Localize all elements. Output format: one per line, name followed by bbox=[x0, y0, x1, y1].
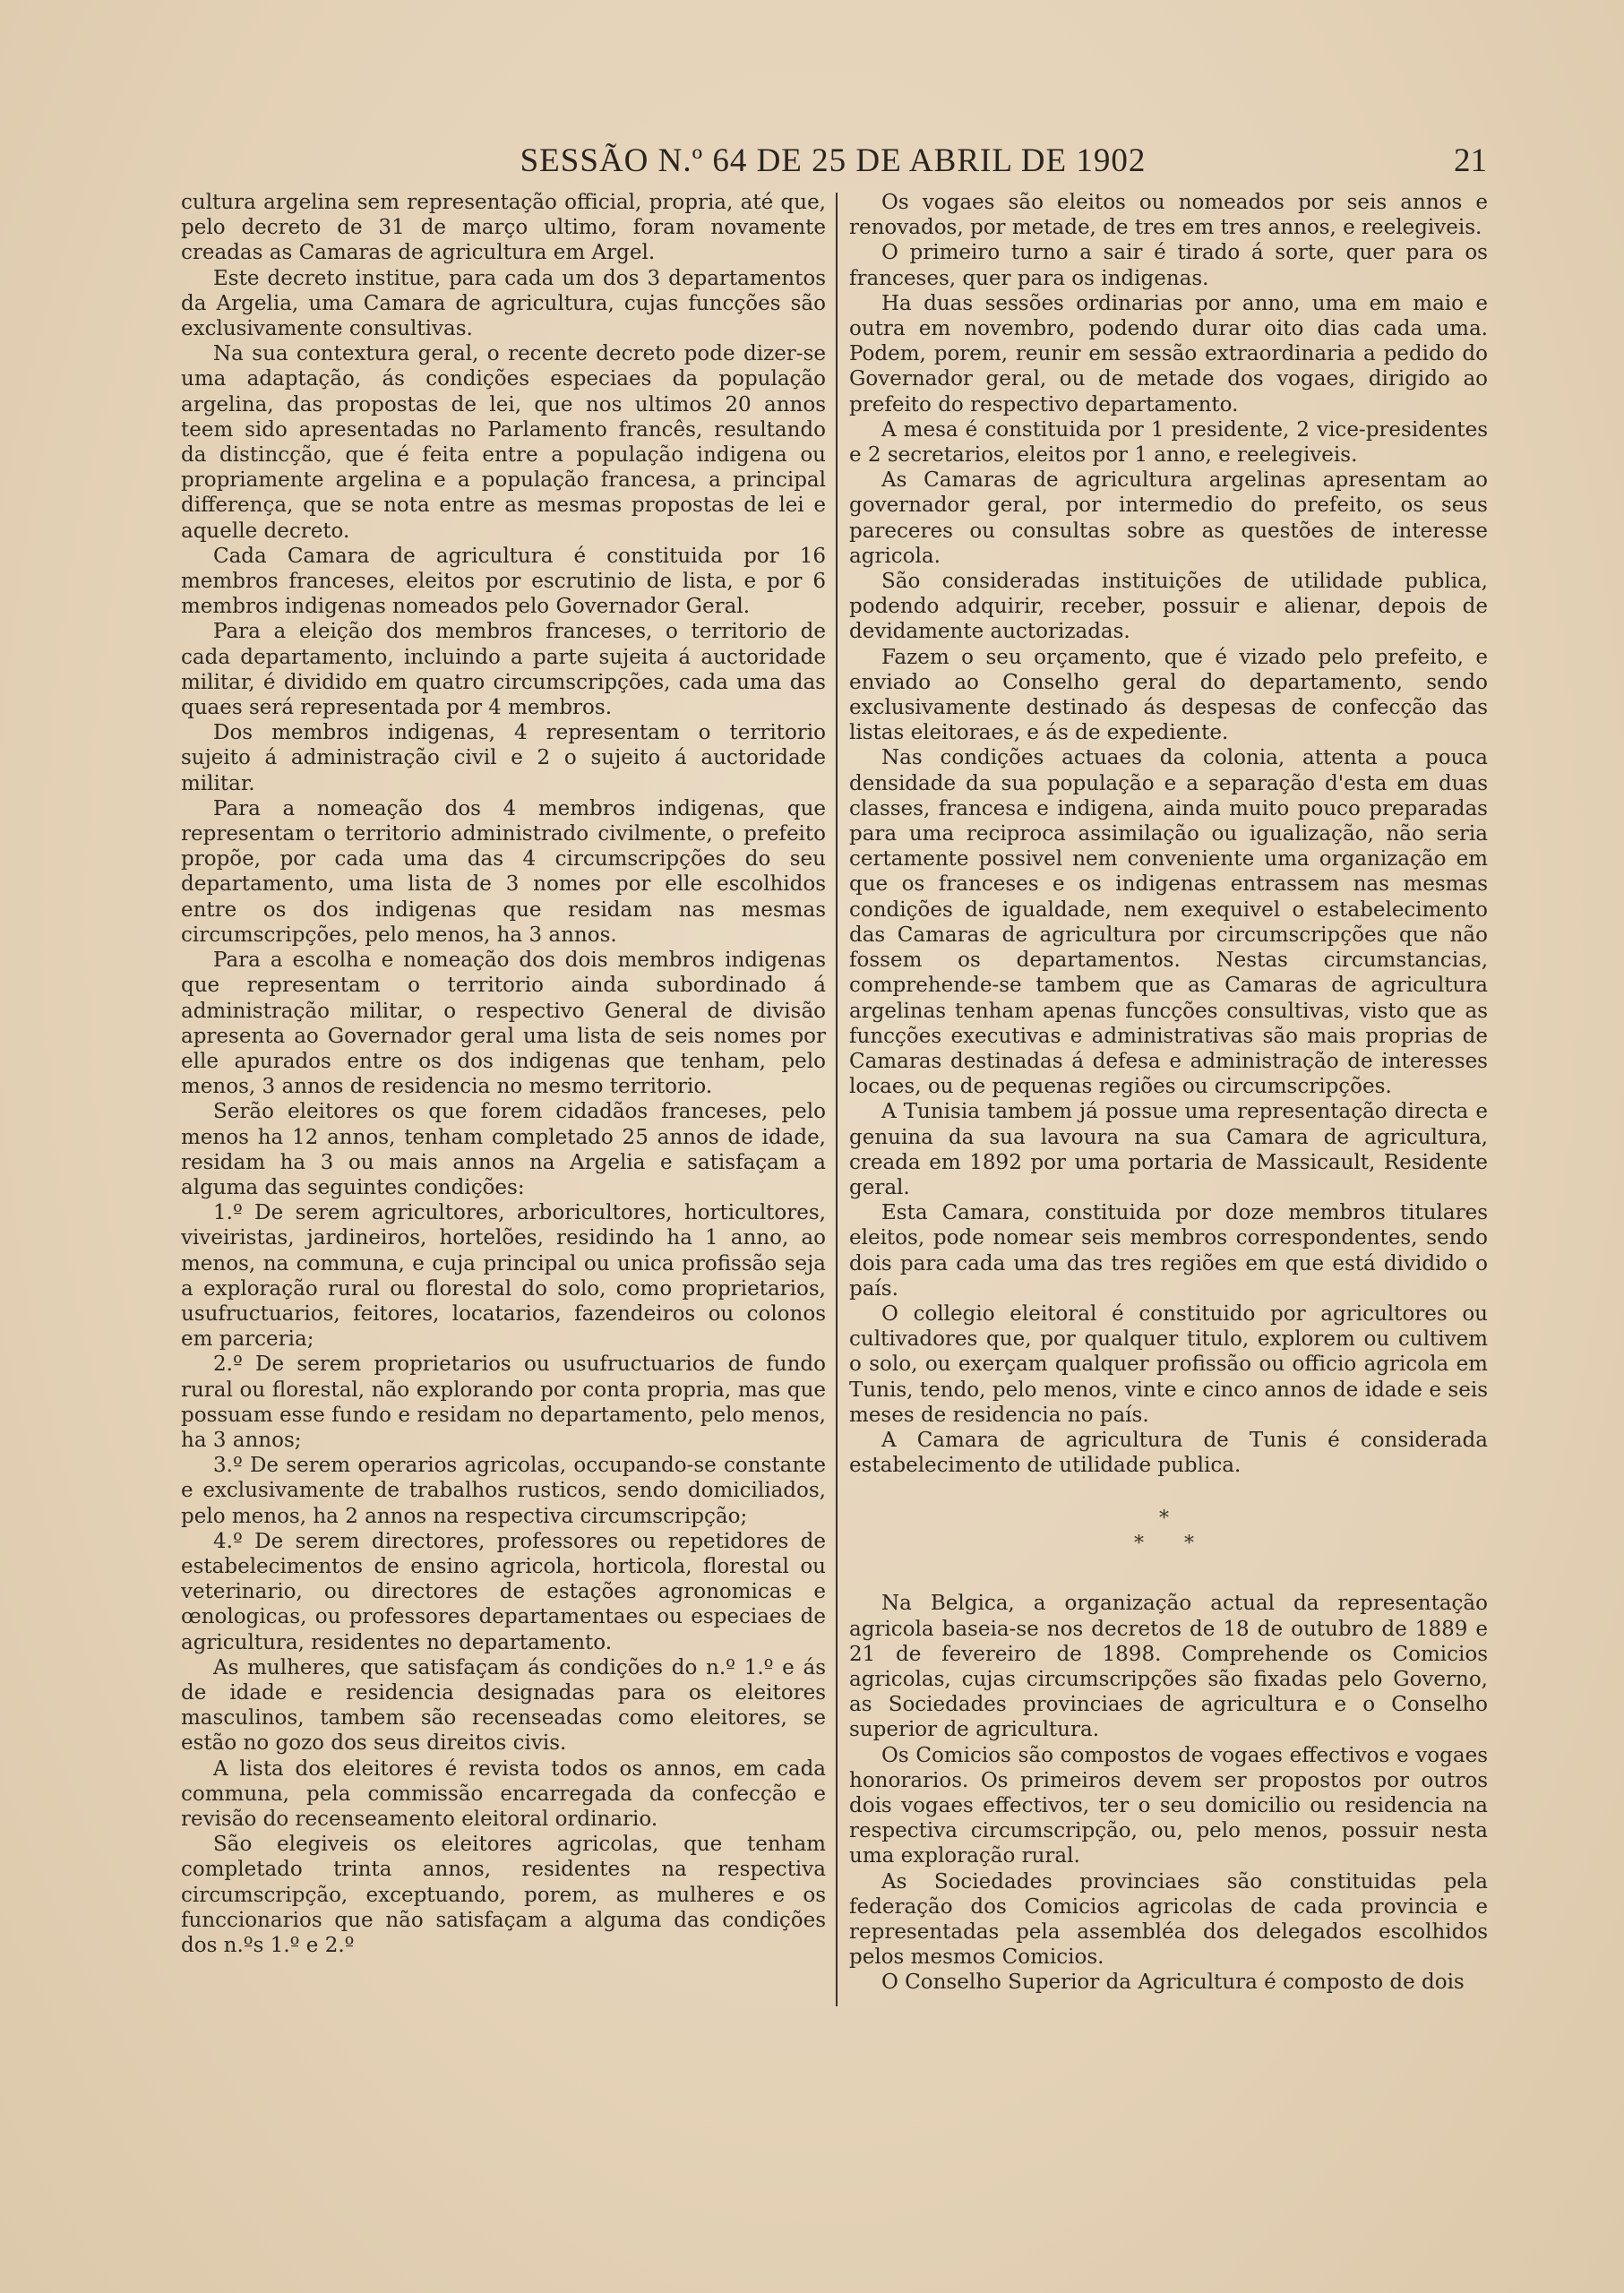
paragraph: Esta Camara, constituida por doze membros titulares eleitos, pode nomear seis membros correspondentes, sendo dois para cada uma das tres regiões em que está dividido o país. bbox=[849, 1201, 1488, 1301]
right-column bbox=[849, 190, 1488, 1996]
paragraph: Os vogaes são eleitos ou nomeados por seis annos e renovados, por metade, de tres em tres annos, e reelegiveis. bbox=[849, 191, 1488, 240]
paragraph: Cada Camara de agricultura é constituida por 16 membros franceses, eleitos por escrutinio de lista, e por 6 membros indigenas nomeados pelo Governador Geral. bbox=[181, 544, 826, 619]
paragraph: Para a escolha e nomeação dos dois membros indigenas que representam o territorio ainda subordinado á administração militar, o respectivo General de divisão apresenta ao Governador geral uma lista de seis nomes por elle apurados entre os dos indigenas que tenham, pelo menos, 3 annos de residencia no mesmo territorio. bbox=[181, 949, 826, 1099]
page-header bbox=[179, 142, 1487, 186]
session-title: SESSÃO N.º 64 DE 25 DE ABRIL DE 1902 bbox=[520, 142, 1147, 179]
asterisk: * bbox=[1159, 1507, 1169, 1531]
page-number: 21 bbox=[1454, 142, 1487, 179]
paragraph: Ha duas sessões ordinarias por anno, uma em maio e outra em novembro, podendo durar oito dias cada uma. Podem, porem, reunir em sessão extraordinaria a pedido do Governador geral, ou de metade dos vogaes, dirigido ao prefeito do respectivo departamento. bbox=[849, 291, 1488, 417]
paragraph: Dos membros indigenas, 4 representam o territorio sujeito á administração civil e 2 o sujeito á auctoridade militar. bbox=[181, 721, 826, 795]
paragraph: cultura argelina sem representação official, propria, até que, pelo decreto de 31 de março ultimo, foram novamente creadas as Camaras de agricultura em Argel. bbox=[181, 191, 826, 265]
paragraph: A Tunisia tambem já possue uma representação directa e genuina da sua lavoura na sua Camara de agricultura, creada em 1892 por uma portaria de Massicault, Residente geral. bbox=[849, 1100, 1488, 1199]
list-item: 3.º De serem operarios agricolas, occupando-se constante e exclusivamente de trabalhos rusticos, sendo domiciliados, pelo menos, ha 2 annos na respectiva circumscripção; bbox=[181, 1454, 826, 1528]
section-asterism bbox=[849, 1478, 1488, 1578]
asterisk: * bbox=[1134, 1533, 1144, 1556]
column-divider bbox=[836, 193, 838, 2006]
paragraph: Na sua contextura geral, o recente decreto pode dizer-se uma adaptação, ás condições especiaes da população argelina, das propostas de lei, que nos ultimos 20 annos teem sido apresentadas no Parlamento francês, resultando da distincção, que é feita entre a população indigena ou propriamente argelina e a população francesa, a principal differença, que se nota entre as mesmas propostas de lei e aquelle decreto. bbox=[181, 342, 826, 543]
paragraph: A Camara de agricultura de Tunis é considerada estabelecimento de utilidade publica. bbox=[849, 1428, 1488, 1478]
paragraph: São elegiveis os eleitores agricolas, que tenham completado trinta annos, residentes na respectiva circumscripção, exceptuando, porem, as mulheres e os funccionarios que não satisfaçam a alguma das condições dos n.ºs 1.º e 2.º bbox=[181, 1833, 826, 1958]
paragraph: O collegio eleitoral é constituido por agricultores ou cultivadores que, por qualquer titulo, explorem ou cultivem o solo, ou exerçam qualquer profissão ou officio agricola em Tunis, tendo, pelo menos, vinte e cinco annos de idade e seis meses de residencia no país. bbox=[849, 1301, 1488, 1427]
paragraph: O primeiro turno a sair é tirado á sorte, quer para os franceses, quer para os indigenas. bbox=[849, 241, 1488, 290]
paragraph: Nas condições actuaes da colonia, attenta a pouca densidade da sua população e a separação d'esta em duas classes, francesa e indigena, ainda muito pouco preparadas para uma reciproca assimilação ou igualização, não seria certamente possivel nem conveniente uma organização em que os franceses e os indigenas entrassem nas mesmas condições de igualdade, nem exequivel o estabelecimento das Camaras de agricultura por circumscripções que não fossem os departamentos. Nestas circumstancias, comprehende-se tambem que as Camaras de agricultura argelinas tenham apenas funcções consultivas, visto que as funcções executivas e administrativas são mais proprias de Camaras destinadas á defesa e administração de interesses locaes, ou de pequenas regiões ou circumscripções. bbox=[849, 746, 1488, 1099]
asterisk: * bbox=[1184, 1533, 1194, 1556]
paragraph: O Conselho Superior da Agricultura é composto de dois bbox=[881, 1971, 1465, 1995]
paragraph: As mulheres, que satisfaçam ás condições do n.º 1.º e ás de idade e residencia designadas para os eleitores masculinos, tambem são recenseadas como eleitores, se estão no gozo dos seus direitos civis. bbox=[181, 1655, 826, 1756]
paragraph: As Sociedades provinciaes são constituidas pela federação dos Comicios agricolas de cada provincia e representadas pela assembléa dos delegados escolhidos pelos mesmos Comicios. bbox=[849, 1869, 1488, 1970]
paragraph: Na Belgica, a organização actual da representação agricola baseia-se nos decretos de 18 de outubro de 1889 e 21 de fevereiro de 1898. Comprehende os Comicios agricolas, cujas circumscripções são fixadas pelo Governo, as Sociedades provinciaes de agricultura e o Conselho superior de agricultura. bbox=[849, 1592, 1488, 1742]
paragraph: São consideradas instituições de utilidade publica, podendo adquirir, receber, possuir e alienar, depois de devidamente auctorizadas. bbox=[849, 570, 1488, 644]
paragraph: Para a nomeação dos 4 membros indigenas, que representam o territorio administrado civilmente, o prefeito propõe, por cada uma das 4 circumscripções do seu departamento, uma lista de 3 nomes por elle escolhidos entre os dos indigenas que residam nas mesmas circumscripções, pelo menos, ha 3 annos. bbox=[181, 796, 826, 947]
paragraph: Este decreto institue, para cada um dos 3 departamentos da Argelia, uma Camara de agricultura, cujas funcções são exclusivamente consultivas. bbox=[181, 266, 826, 341]
paragraph: Serão eleitores os que forem cidadãos franceses, pelo menos ha 12 annos, tenham completado 25 annos de idade, residam ha 3 ou mais annos na Argelia e satisfaçam a alguma das seguintes condições: bbox=[181, 1100, 826, 1199]
paragraph: Fazem o seu orçamento, que é vizado pelo prefeito, e enviado ao Conselho geral do departamento, sendo exclusivamente destinado ás despesas de confecção das listas eleitoraes, e ás de expediente. bbox=[849, 645, 1488, 745]
list-item: 1.º De serem agricultores, arboricultores, horticultores, viveiristas, jardineiros, hortelões, residindo ha 1 anno, ao menos, na communa, e cuja principal ou unica profissão seja a exploração rural ou florestal do solo, como proprietarios, usufructuarios, feitores, locatarios, fazendeiros ou colonos em parceria; bbox=[181, 1201, 826, 1352]
paragraph: A mesa é constituida por 1 presidente, 2 vice-presidentes e 2 secretarios, eleitos por 1 anno, e reelegiveis. bbox=[849, 417, 1488, 468]
paragraph: As Camaras de agricultura argelinas apresentam ao governador geral, por intermedio do prefeito, os seus pareceres ou consultas sobre as questões de interesse agricola. bbox=[849, 468, 1488, 568]
paragraph: A lista dos eleitores é revista todos os annos, em cada communa, pela commissão encarregada da confecção e revisão do recenseamento eleitoral ordinario. bbox=[181, 1756, 826, 1831]
left-column bbox=[181, 190, 826, 1958]
paragraph: Para a eleição dos membros franceses, o territorio de cada departamento, incluindo a parte sujeita á auctoridade militar, é dividido em quatro circumscripções, cada uma das quaes será representada por 4 membros. bbox=[181, 620, 826, 720]
list-item: 2.º De serem proprietarios ou usufructuarios de fundo rural ou florestal, não explorando por conta propria, mas que possuam esse fundo e residam no departamento, pelo menos, ha 3 annos; bbox=[181, 1353, 826, 1452]
list-item: 4.º De serem directores, professores ou repetidores de estabelecimentos de ensino agricola, horticola, florestal ou veterinario, ou directores de estações agronomicas e œnologicas, ou professores departamentaes ou especiaes de agricultura, residentes no departamento. bbox=[181, 1529, 826, 1654]
paragraph: Os Comicios são compostos de vogaes effectivos e vogaes honorarios. Os primeiros devem ser propostos por outros dois vogaes effectivos, ter o seu domicilio ou residencia na respectiva circumscripção, ou, pelo menos, possuir nesta uma exploração rural. bbox=[849, 1743, 1488, 1868]
